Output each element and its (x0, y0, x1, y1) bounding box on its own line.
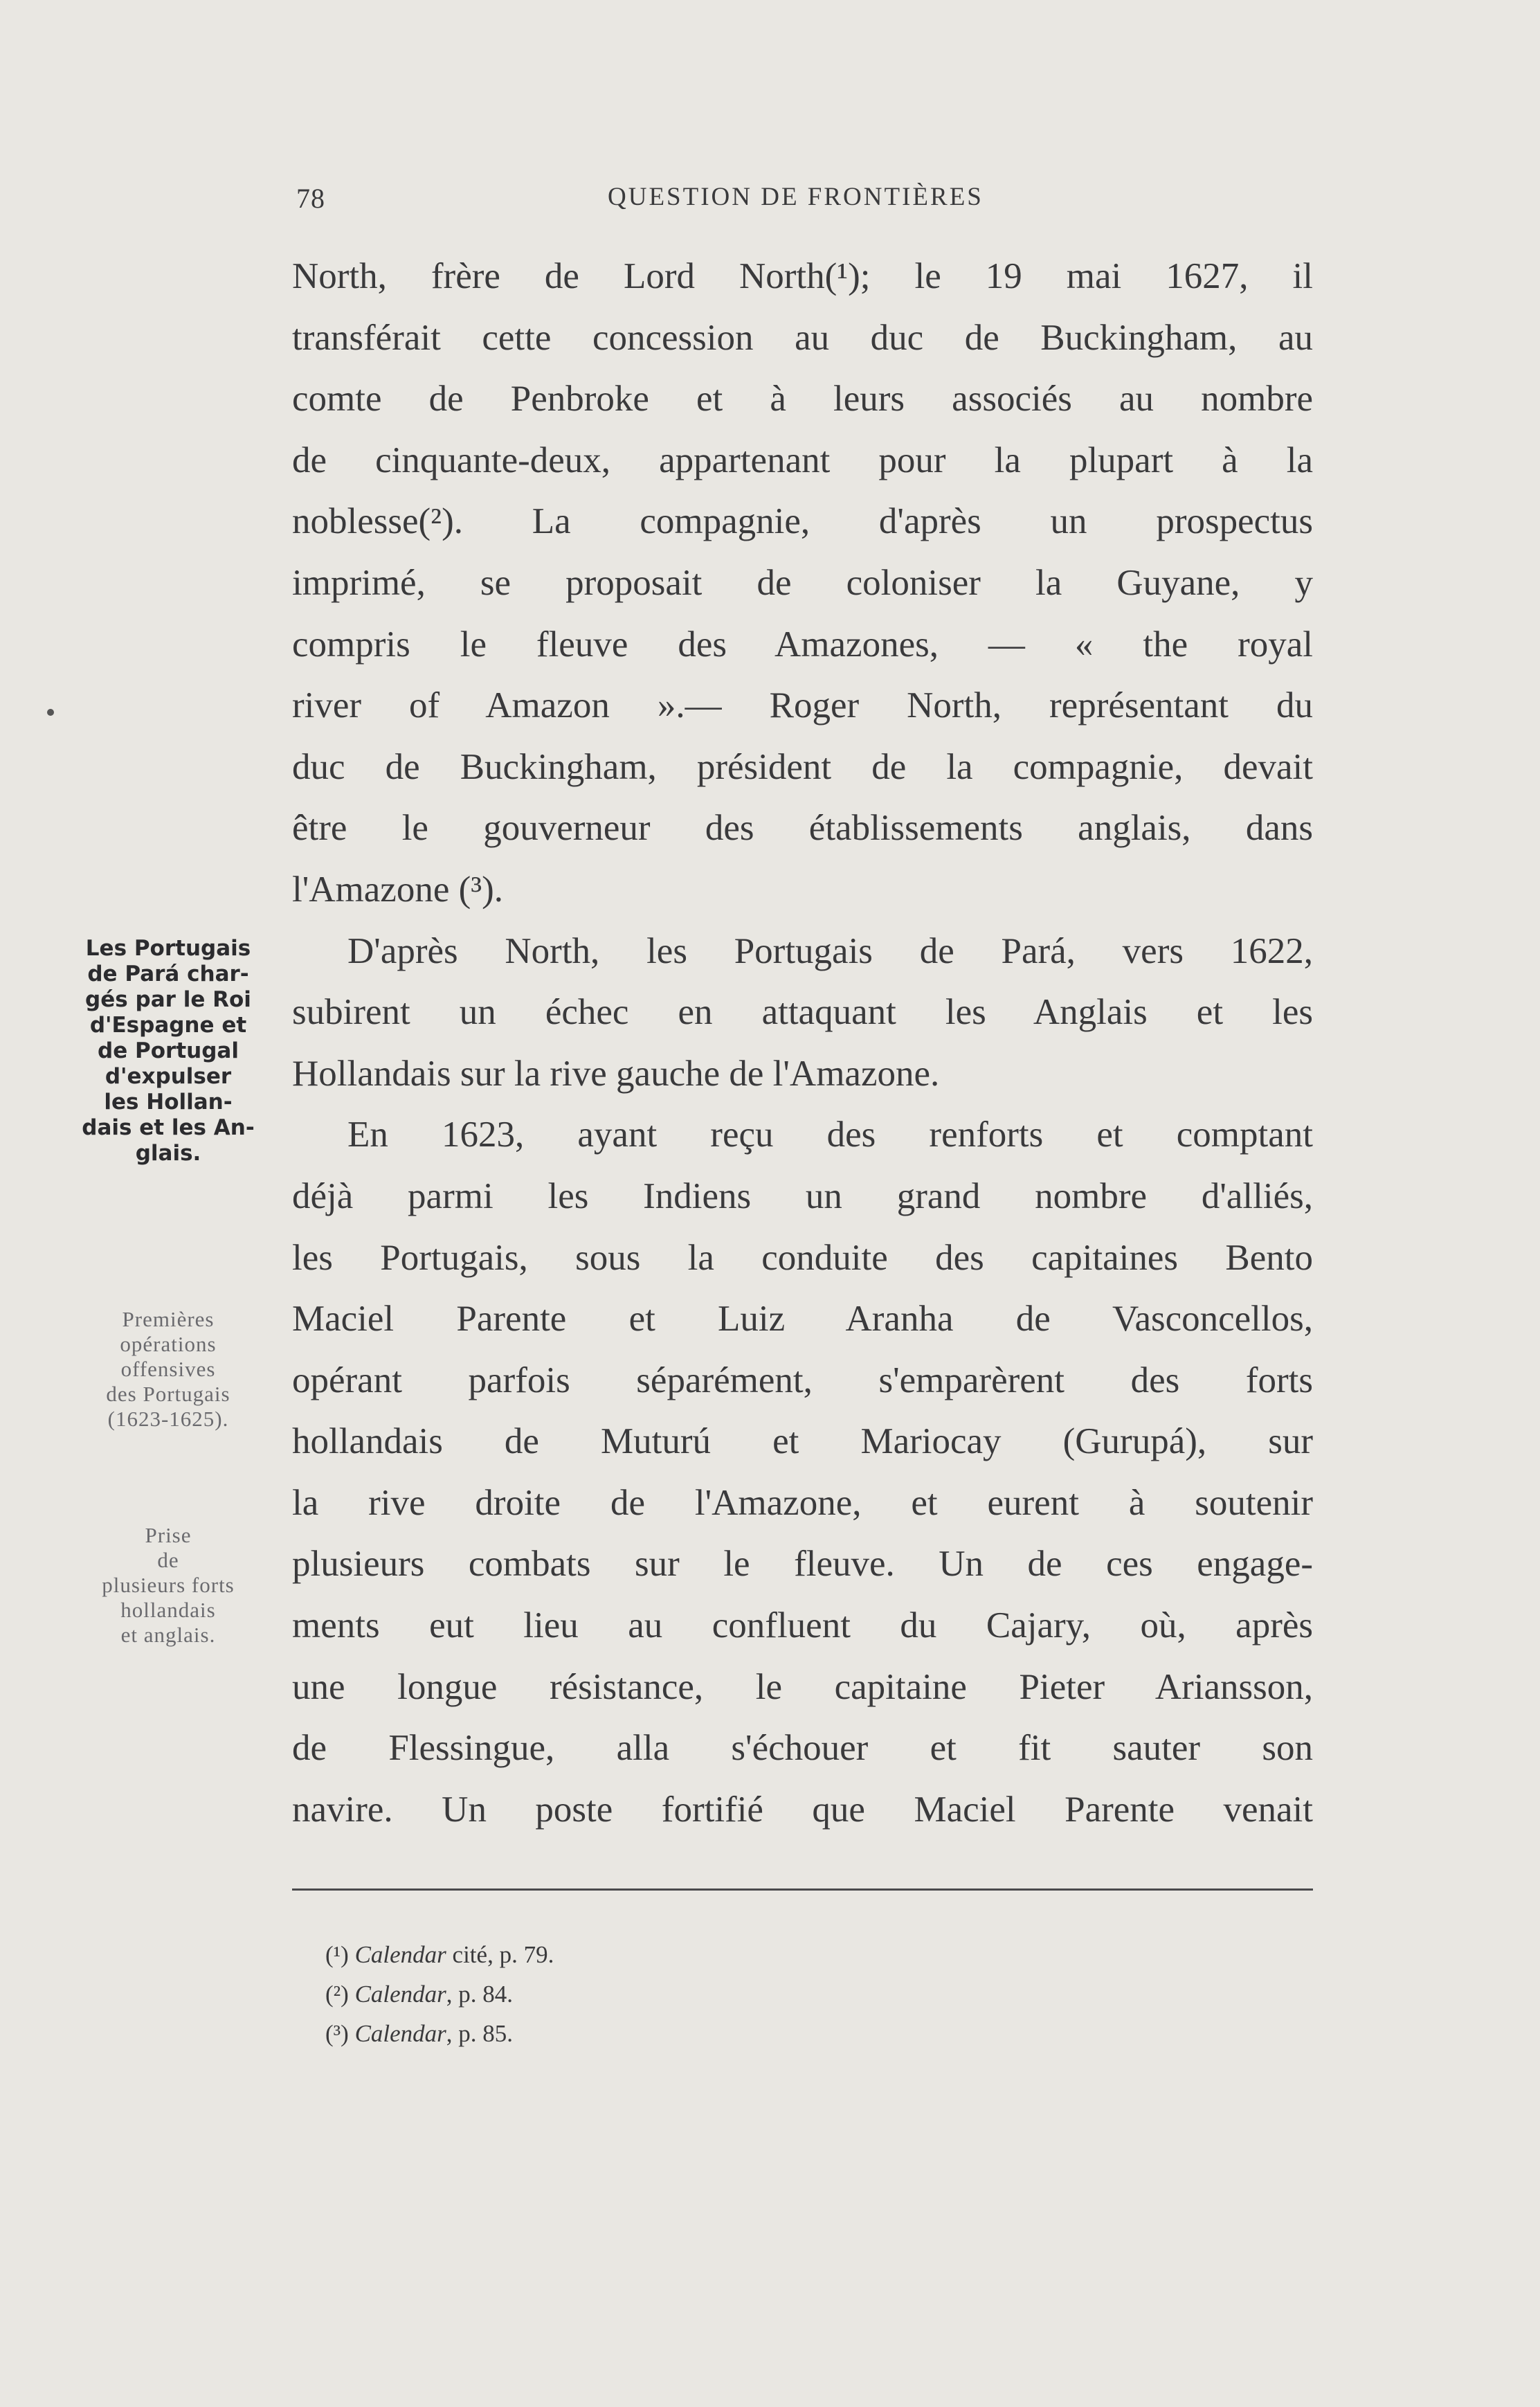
body-line: Maciel Parente et Luiz Aranha de Vasconcellos, (292, 1299, 1313, 1340)
body-line: river of Amazon ».— Roger North, représentant du (292, 685, 1313, 726)
footnote-title: Calendar (354, 1981, 446, 2008)
running-head: QUESTION DE FRONTIÈRES (608, 183, 984, 211)
footnote-3 (325, 2014, 1087, 2053)
margin-note-line: d'expulser (105, 1064, 232, 1089)
body-line: une longue résistance, le capitaine Pieter Ariansson, (292, 1666, 1313, 1707)
footnote-marker: (²) (325, 1981, 349, 2008)
footnotes (325, 1935, 1087, 2053)
ink-speck (47, 709, 54, 716)
footnote-marker: (¹) (325, 1941, 349, 1968)
body-line: compris le fleuve des Amazones, — « the royal (292, 624, 1313, 665)
footnote-rest: , p. 85. (446, 2020, 514, 2047)
body-line: la rive droite de l'Amazone, et eurent à soutenir (292, 1482, 1313, 1523)
margin-note-line: de Portugal (98, 1038, 239, 1063)
body-line: transférait cette concession au duc de Buckingham, au (292, 317, 1313, 358)
body-line: être le gouverneur des établissements anglais, dans (292, 808, 1313, 849)
margin-note-line: de Pará char- (87, 962, 249, 986)
body-text (292, 246, 1313, 1840)
body-line: opérant parfois séparément, s'emparèrent des forts (292, 1360, 1313, 1400)
margin-note-line: glais. (135, 1141, 201, 1166)
footnote-title: Calendar (354, 2020, 446, 2047)
body-line: ments eut lieu au confluent du Cajary, où, après (292, 1605, 1313, 1646)
margin-note-line: opérations (120, 1332, 217, 1356)
page-number: 78 (296, 183, 325, 214)
page-header (296, 177, 1314, 218)
body-line: North, frère de Lord North(¹); le 19 mai 1627, il (292, 256, 1313, 296)
body-line: noblesse(²). La compagnie, d'après un prospectus (292, 501, 1313, 542)
footnote-rule (292, 1888, 1313, 1891)
margin-note-line: Les Portugais (85, 936, 251, 961)
margin-note-line: et anglais. (120, 1623, 216, 1647)
body-line: les Portugais, sous la conduite des capitaines Bento (292, 1237, 1313, 1278)
margin-note-line: offensives (120, 1357, 216, 1381)
margin-note-line: dais et les An- (82, 1115, 255, 1140)
margin-note-line: gés par le Roi (85, 987, 251, 1012)
footnote-rest: cité, p. 79. (446, 1941, 554, 1968)
margin-note-portugais (61, 936, 275, 1166)
footnote-title: Calendar (354, 1941, 446, 1968)
footnote-2 (325, 1974, 1087, 2014)
body-line: de Flessingue, alla s'échouer et fit sauter son (292, 1728, 1313, 1769)
margin-note-operations (61, 1307, 275, 1432)
body-line: de cinquante-deux, appartenant pour la plupart à la (292, 440, 1313, 480)
margin-note-line: d'Espagne et (89, 1013, 247, 1038)
body-line: Hollandais sur la rive gauche de l'Amazone. (292, 1053, 940, 1094)
body-line: navire. Un poste fortifié que Maciel Parente venait (292, 1789, 1313, 1830)
margin-note-prise (61, 1523, 275, 1648)
margin-note-line: (1623-1625). (107, 1407, 229, 1431)
margin-note-line: hollandais (120, 1598, 216, 1622)
body-line: l'Amazone (³). (292, 869, 504, 910)
margin-note-line: plusieurs forts (102, 1573, 235, 1597)
body-line: D'après North, les Portugais de Pará, vers 1622, (347, 930, 1313, 971)
margin-note-line: Premières (122, 1307, 215, 1331)
body-line: comte de Penbroke et à leurs associés au nombre (292, 379, 1313, 420)
body-line: duc de Buckingham, président de la compagnie, devait (292, 746, 1313, 787)
body-line: subirent un échec en attaquant les Anglais et les (292, 992, 1313, 1033)
body-line: plusieurs combats sur le fleuve. Un de ces engage- (292, 1544, 1313, 1585)
footnote-marker: (³) (325, 2020, 349, 2047)
body-line: En 1623, ayant reçu des renforts et comptant (347, 1115, 1313, 1155)
footnote-rest: , p. 84. (446, 1981, 514, 2008)
margin-note-line: des Portugais (106, 1382, 230, 1406)
body-line: imprimé, se proposait de coloniser la Guyane, y (292, 562, 1313, 603)
footnote-1 (325, 1935, 1087, 1974)
margin-note-line: Prise (145, 1523, 192, 1547)
body-line: hollandais de Muturú et Mariocay (Gurupá), sur (292, 1421, 1313, 1462)
body-line: déjà parmi les Indiens un grand nombre d'alliés, (292, 1175, 1313, 1216)
margin-note-line: les Hollan- (104, 1090, 233, 1115)
margin-note-line: de (157, 1548, 179, 1572)
